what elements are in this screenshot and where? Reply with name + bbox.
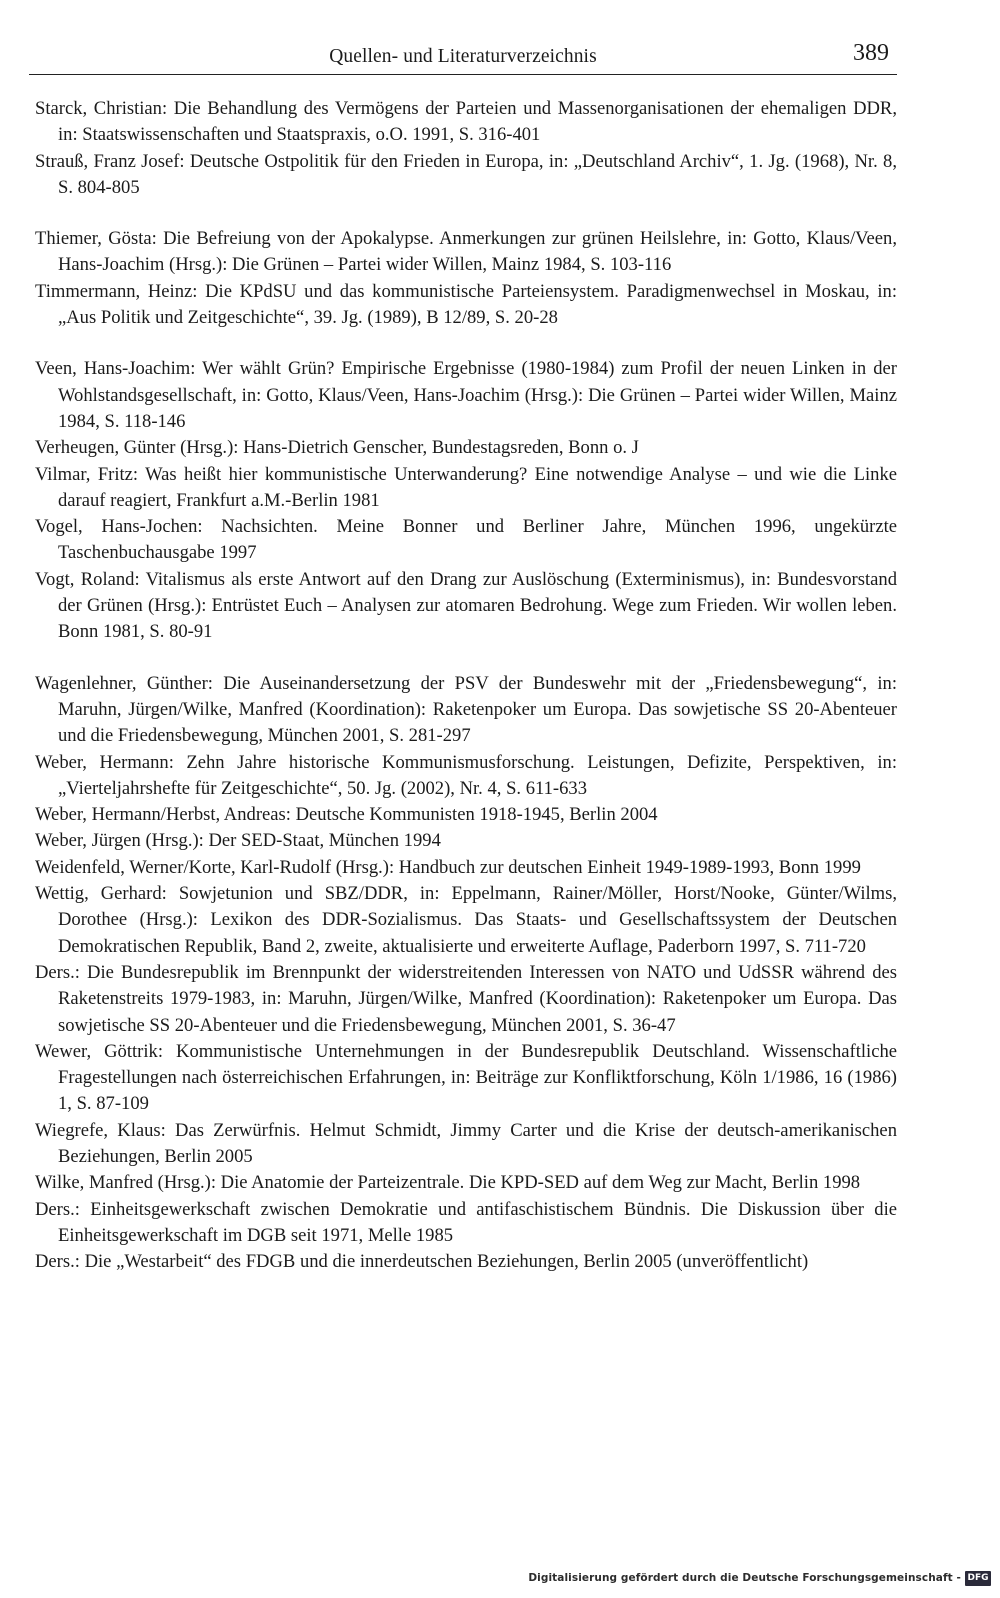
footer-credit: Digitalisierung gefördert durch die Deutsche Forschungsgemeinschaft - — [528, 1572, 961, 1584]
bibliography-entry: Thiemer, Gösta: Die Befreiung von der Apokalypse. Anmerkungen zur grünen Heilslehre, in: Gotto, Klaus/Veen, Hans-Joachim (Hrsg.): Die Grünen – Partei wider Willen, Mainz 1984, S. 103-116 — [35, 228, 897, 276]
bibliography-entry: Wilke, Manfred (Hrsg.): Die Anatomie der Parteizentrale. Die KPD-SED auf dem Weg zur Macht, Berlin 1998 — [35, 1172, 861, 1194]
bibliography-entry: Weber, Jürgen (Hrsg.): Der SED-Staat, München 1994 — [35, 830, 441, 852]
bibliography-entry: Ders.: Einheitsgewerkschaft zwischen Demokratie und antifaschistischem Bündnis. Die Diskussion über die Einheitsgewerkschaft im DGB seit 1971, Melle 1985 — [35, 1198, 897, 1246]
bibliography-entry: Wewer, Göttrik: Kommunistische Unternehmungen in der Bundesrepublik Deutschland. Wissenschaftliche Fragestellungen nach österreichischen Erfahrungen, in: Beiträge zur Konfliktforschung, Köln 1/1986, 16 (1986) 1, S. 87-109 — [35, 1040, 897, 1115]
bibliography-list — [35, 96, 897, 1275]
running-header — [29, 40, 897, 75]
dfg-logo-icon: DFG — [965, 1571, 991, 1586]
bibliography-entry: Strauß, Franz Josef: Deutsche Ostpolitik für den Frieden in Europa, in: „Deutschland Archiv“, 1. Jg. (1968), Nr. 8, S. 804-805 — [35, 150, 897, 198]
bibliography-entry: Wettig, Gerhard: Sowjetunion und SBZ/DDR, in: Eppelmann, Rainer/Möller, Horst/Nooke, Günter/Wilms, Dorothee (Hrsg.): Lexikon des DDR-Sozialismus. Das Staats- und Gesellschaftssystem der Deutschen Demokratischen Republik, Band 2, zweite, aktualisierte und erweiterte Auflage, Paderborn 1997, S. 711-720 — [35, 883, 897, 957]
bibliography-entry: Vogel, Hans-Jochen: Nachsichten. Meine Bonner und Berliner Jahre, München 1996, ungekürzte Taschenbuchausgabe 1997 — [35, 516, 897, 564]
bibliography-entry: Veen, Hans-Joachim: Wer wählt Grün? Empirische Ergebnisse (1980-1984) zum Profil der neuen Linken in der Wohlstandsgesellschaft, in: Gotto, Klaus/Veen, Hans-Joachim (Hrsg.): Die Grünen – Partei wider Willen, Mainz 1984, S. 118-146 — [35, 358, 897, 432]
page-number: 389 — [853, 40, 889, 66]
bibliography-entry: Ders.: Die „Westarbeit“ des FDGB und die innerdeutschen Beziehungen, Berlin 2005 (unveröffentlicht) — [35, 1251, 809, 1273]
digitization-footer — [528, 1567, 991, 1589]
bibliography-entry: Starck, Christian: Die Behandlung des Vermögens der Parteien und Massenorganisationen der ehemaligen DDR, in: Staatswissenschaften und Staatspraxis, o.O. 1991, S. 316-401 — [35, 98, 897, 146]
bibliography-entry: Wiegrefe, Klaus: Das Zerwürfnis. Helmut Schmidt, Jimmy Carter und die Krise der deutsch-amerikanischen Beziehungen, Berlin 2005 — [35, 1119, 897, 1167]
bibliography-entry: Timmermann, Heinz: Die KPdSU und das kommunistische Parteiensystem. Paradigmenwechsel in Moskau, in: „Aus Politik und Zeitgeschichte“, 39. Jg. (1989), B 12/89, S. 20-28 — [35, 280, 897, 329]
bibliography-entry: Weber, Hermann/Herbst, Andreas: Deutsche Kommunisten 1918-1945, Berlin 2004 — [35, 804, 658, 826]
bibliography-entry: Vilmar, Fritz: Was heißt hier kommunistische Unterwanderung? Eine notwendige Analyse – und wie die Linke darauf reagiert, Frankfurt a.M.-Berlin 1981 — [35, 463, 897, 511]
bibliography-entry: Verheugen, Günter (Hrsg.): Hans-Dietrich Genscher, Bundestagsreden, Bonn o. J — [35, 437, 639, 459]
bibliography-entry: Vogt, Roland: Vitalismus als erste Antwort auf den Drang zur Auslöschung (Exterminismus), in: Bundesvorstand der Grünen (Hrsg.): Entrüstet Euch – Analysen zur atomaren Bedrohung. Wege zum Frieden. Wir wollen leben. Bonn 1981, S. 80-91 — [35, 568, 897, 643]
bibliography-entry: Weidenfeld, Werner/Korte, Karl-Rudolf (Hrsg.): Handbuch zur deutschen Einheit 1949-1989-1993, Bonn 1999 — [35, 856, 861, 878]
header-title: Quellen- und Literaturverzeichnis — [329, 46, 597, 67]
bibliography-entry: Weber, Hermann: Zehn Jahre historische Kommunismusforschung. Leistungen, Defizite, Perspektiven, in: „Vierteljahrshefte für Zeitgeschichte“, 50. Jg. (2002), Nr. 4, S. 611-633 — [35, 751, 897, 799]
bibliography-entry: Wagenlehner, Günther: Die Auseinandersetzung der PSV der Bundeswehr mit der „Friedensbewegung“, in: Maruhn, Jürgen/Wilke, Manfred (Koordination): Raketenpoker um Europa. Das sowjetische SS 20-Abenteuer und die Friedensbewegung, München 2001, S. 281-297 — [35, 672, 897, 747]
bibliography-entry: Ders.: Die Bundesrepublik im Brennpunkt der widerstreitenden Interessen von NATO und UdSSR während des Raketenstreits 1979-1983, in: Maruhn, Jürgen/Wilke, Manfred (Koordination): Raketenpoker um Europa. Das sowjetische SS 20-Abenteuer und die Friedensbewegung, München 2001, S. 36-47 — [35, 961, 897, 1036]
